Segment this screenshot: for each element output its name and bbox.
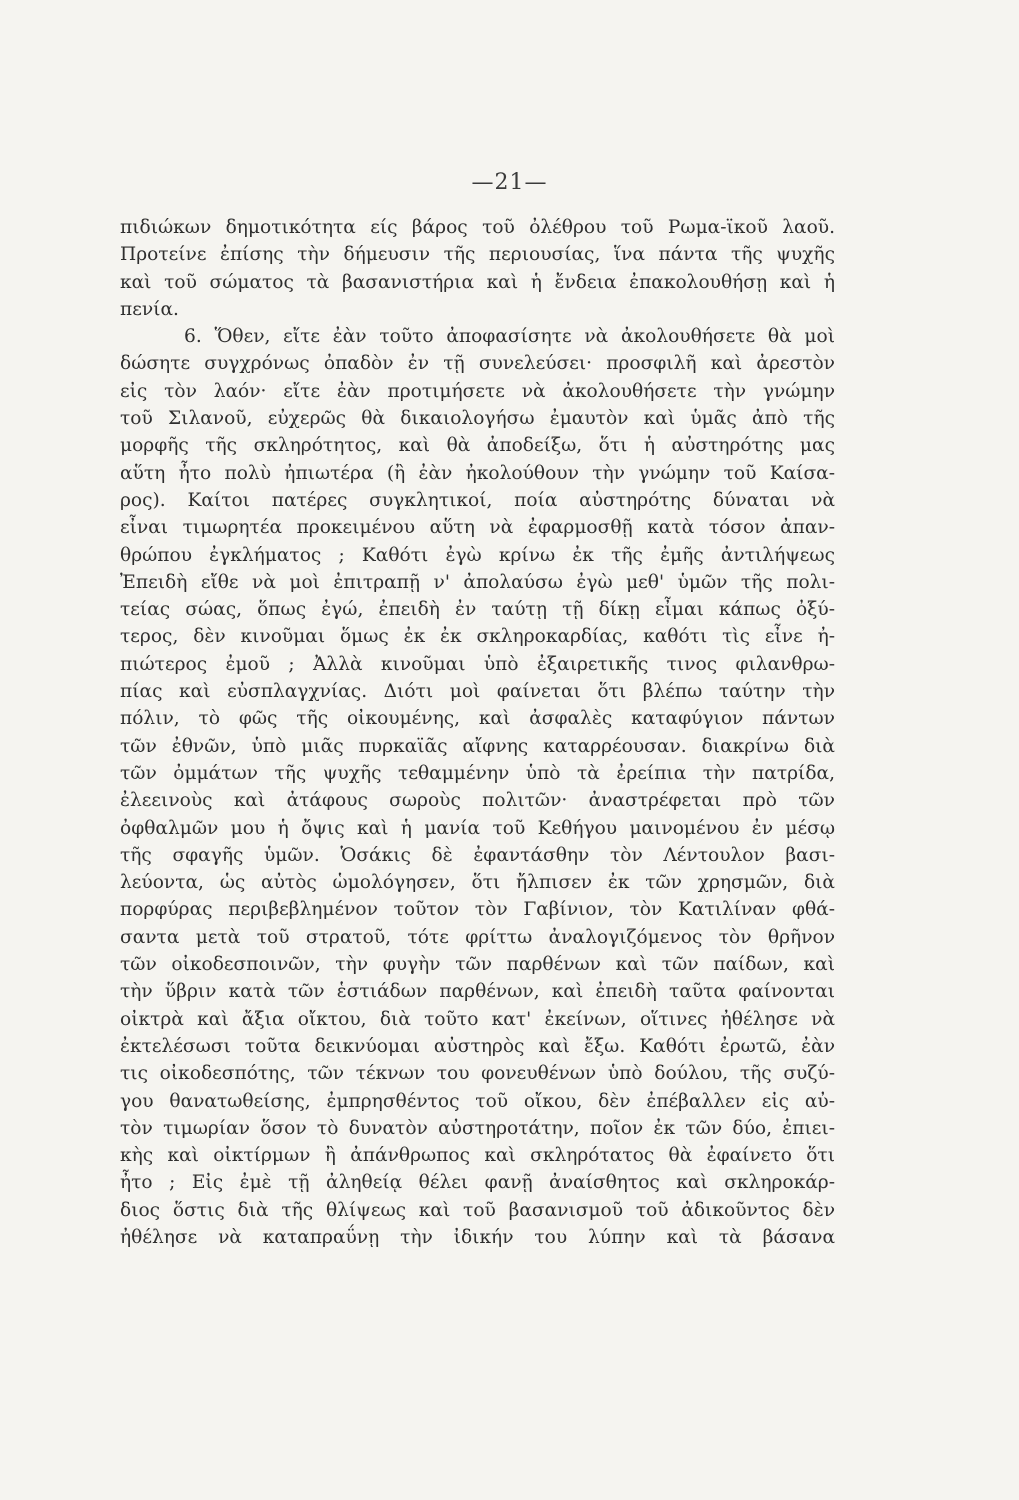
text-line: εἶναι τιμωρητέα προκειμένου αὕτη νὰ ἐφαρμοσθῇ κατὰ τόσον ἀπαν-: [120, 517, 835, 539]
text-line: αὕτη ἦτο πολὺ ἠπιωτέρα (ἢ ἐὰν ἠκολούθουν τὴν γνώμην τοῦ Καίσα-: [120, 462, 835, 484]
text-line: πιώτερος ἐμοῦ ; Ἀλλὰ κινοῦμαι ὑπὸ ἐξαιρετικῆς τινος φιλανθρω-: [120, 653, 835, 675]
text-line: καὶ τοῦ σώματος τὰ βασανιστήρια καὶ ἡ ἔνδεια ἐπακολουθήσῃ καὶ ἡ: [120, 271, 835, 293]
text-line: τις οἰκοδεσπότης, τῶν τέκνων του φονευθένων ὑπὸ δούλου, τῆς συζύ-: [120, 1063, 835, 1085]
text-line: οἰκτρὰ καὶ ἄξια οἴκτου, διὰ τοῦτο κατ' ἐκείνων, οἵτινες ἠθέλησε νὰ: [120, 1008, 835, 1030]
text-line: σαντα μετὰ τοῦ στρατοῦ, τότε φρίττω ἀναλογιζόμενος τὸν θρῆνον: [120, 926, 835, 948]
page-number: —21—: [471, 170, 548, 195]
text-line: λεύοντα, ὡς αὐτὸς ὡμολόγησεν, ὅτι ἤλπισεν ἐκ τῶν χρησμῶν, διὰ: [120, 872, 835, 894]
text-line: 6. Ὅθεν, εἴτε ἐὰν τοῦτο ἀποφασίσητε νὰ ἀκολουθήσετε θὰ μοὶ: [184, 326, 835, 348]
text-line: πενία.: [120, 298, 179, 320]
text-line: τὸν τιμωρίαν ὅσον τὸ δυνατὸν αὐστηροτάτην, ποῖον ἐκ τῶν δύο, ἐπιει-: [120, 1117, 835, 1139]
text-line: μορφῆς τῆς σκληρότητος, καὶ θὰ ἀποδείξω, ὅτι ἡ αὐστηρότης μας: [120, 435, 835, 457]
text-line: ὀφθαλμῶν μου ἡ ὄψις καὶ ἡ μανία τοῦ Κεθήγου μαινομένου ἐν μέσῳ: [120, 817, 835, 839]
text-line: ἐλεεινοὺς καὶ ἀτάφους σωροὺς πολιτῶν· ἀναστρέφεται πρὸ τῶν: [120, 790, 835, 812]
text-line: τοῦ Σιλανοῦ, εὐχερῶς θὰ δικαιολογήσω ἐμαυτὸν καὶ ὑμᾶς ἀπὸ τῆς: [120, 408, 835, 430]
text-line: ἐκτελέσωσι τοῦτα δεικνύομαι αὐστηρὸς καὶ ἔξω. Καθότι ἐρωτῶ, ἐὰν: [120, 1035, 835, 1057]
text-line: τείας σώας, ὅπως ἐγώ, ἐπειδὴ ἐν ταύτῃ τῇ δίκῃ εἶμαι κάπως ὀξύ-: [120, 599, 835, 621]
text-line: [120, 1251, 835, 1278]
text-line: Προτείνε ἐπίσης τὴν δήμευσιν τῆς περιουσίας, ἵνα πάντα τῆς ψυχῆς: [120, 244, 835, 266]
text-line: τῶν ἐθνῶν, ὑπὸ μιᾶς πυρκαϊᾶς αἴφνης καταρρέουσαν. διακρίνω διὰ: [120, 735, 835, 757]
text-line: θρώπου ἐγκλήματος ; Καθότι ἐγὼ κρίνω ἐκ τῆς ἐμῆς ἀντιλήψεως: [120, 544, 835, 566]
text-line: τῶν οἰκοδεσποινῶν, τὴν φυγὴν τῶν παρθένων καὶ τῶν παίδων, καὶ: [120, 954, 835, 976]
text-line: εἰς τὸν λαόν· εἴτε ἐὰν προτιμήσετε νὰ ἀκολουθήσετε τὴν γνώμην: [120, 380, 835, 402]
text-line: ρος). Καίτοι πατέρες συγκλητικοί, ποία αὐστηρότης δύναται νὰ: [120, 489, 835, 511]
text-line: τῆς σφαγῆς ὑμῶν. Ὁσάκις δὲ ἐφαντάσθην τὸν Λέντουλον βασι-: [120, 844, 835, 866]
text-line: πορφύρας περιβεβλημένον τοῦτον τὸν Γαβίνιον, τὸν Κατιλίναν φθά-: [120, 899, 835, 921]
text-line: τῶν ὀμμάτων τῆς ψυχῆς τεθαμμένην ὑπὸ τὰ ἐρείπια τὴν πατρίδα,: [120, 762, 835, 784]
text-line: ἠθέλησε νὰ καταπραΰνῃ τὴν ἰδικήν του λύπην καὶ τὰ βάσανα: [120, 1226, 835, 1248]
text-line: πίας καὶ εὐσπλαγχνίας. Διότι μοὶ φαίνεται ὅτι βλέπω ταύτην τὴν: [120, 681, 835, 703]
text-line: κὴς καὶ οἰκτίρμων ἢ ἀπάνθρωπος καὶ σκληρότατος θὰ ἐφαίνετο ὅτι: [120, 1145, 835, 1167]
body-text: [120, 214, 835, 1279]
text-line: Ἐπειδὴ εἴθε νὰ μοὶ ἐπιτραπῇ ν' ἀπολαύσω ἐγὼ μεθ' ὑμῶν τῆς πολι-: [120, 571, 835, 593]
text-line: τὴν ὕβριν κατὰ τῶν ἑστιάδων παρθένων, καὶ ἐπειδὴ ταῦτα φαίνονται: [120, 981, 835, 1003]
text-line: τερος, δὲν κινοῦμαι ὅμως ἐκ ἐκ σκληροκαρδίας, καθότι τὶς εἶνε ἠ-: [120, 626, 835, 648]
text-line: ἦτο ; Εἰς ἐμὲ τῇ ἀληθείᾳ θέλει φανῇ ἀναίσθητος καὶ σκληροκάρ-: [120, 1172, 835, 1194]
text-line: δώσητε συγχρόνως ὀπαδὸν ἐν τῇ συνελεύσει· προσφιλῆ καὶ ἀρεστὸν: [120, 353, 835, 375]
text-line: πόλιν, τὸ φῶς τῆς οἰκουμένης, καὶ ἀσφαλὲς καταφύγιον πάντων: [120, 708, 835, 730]
text-line: διος ὅστις διὰ τῆς θλίψεως καὶ τοῦ βασανισμοῦ τοῦ ἀδικοῦντος δὲν: [120, 1199, 835, 1221]
text-line: πιδιώκων δημοτικότητα είς βάρος τοῦ ὀλέθρου τοῦ Ρωμα-ϊκοῦ λαοῦ.: [120, 217, 835, 238]
text-line: γου θανατωθείσης, ἐμπρησθέντος τοῦ οἴκου, δὲν ἐπέβαλλεν εἰς αὐ-: [120, 1090, 835, 1112]
